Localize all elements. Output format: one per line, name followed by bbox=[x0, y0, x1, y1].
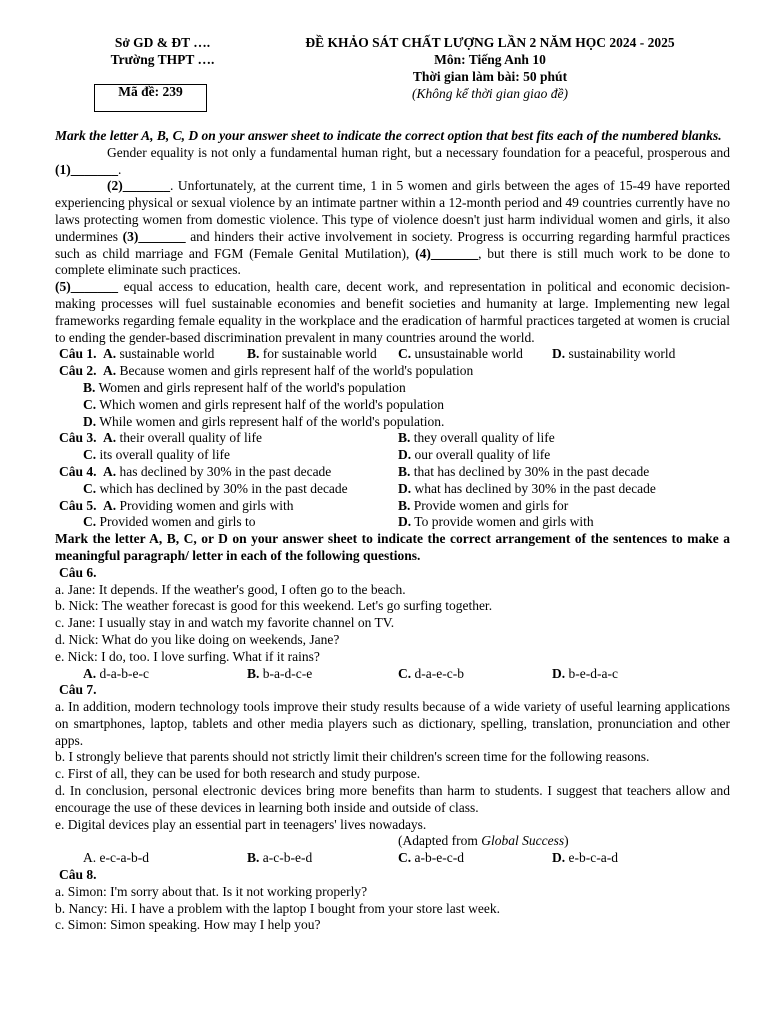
option-letter: B. bbox=[247, 346, 260, 362]
option-letter: C. bbox=[83, 514, 97, 530]
q6-line-a: a. Jane: It depends. If the weather's good, I often go to the beach. bbox=[55, 581, 406, 597]
q7-line-a: a. In addition, modern technology tools improve their study results because of a wide variety of useful learning applications on smartphones, laptop, tablets and other media players such as dictionary, spelling, translation, pronunciation and other apps. bbox=[55, 699, 730, 748]
option-text: our overall quality of life bbox=[414, 447, 551, 463]
passage-text: . bbox=[118, 161, 122, 177]
option-b[interactable] bbox=[247, 346, 377, 363]
option-d[interactable] bbox=[552, 346, 675, 363]
option-c[interactable] bbox=[398, 850, 464, 867]
q8-line-c: c. Simon: Simon speaking. How may I help you? bbox=[55, 917, 321, 933]
blank-5: (5)_______ bbox=[55, 279, 118, 295]
passage-paragraph-3 bbox=[55, 279, 730, 346]
option-b[interactable] bbox=[398, 498, 568, 515]
q8-line-b: b. Nancy: Hi. I have a problem with the laptop I bought from your store last week. bbox=[55, 900, 501, 916]
option-text: a-b-e-c-d bbox=[414, 850, 464, 866]
option-a[interactable] bbox=[103, 430, 262, 447]
blank-3: (3)_______ bbox=[122, 228, 186, 244]
option-letter: C. bbox=[83, 447, 97, 463]
blank-1: (1)_______ bbox=[55, 161, 118, 177]
question-6-label: Câu 6. bbox=[59, 564, 97, 580]
option-text: e-b-c-a-d bbox=[568, 850, 618, 866]
q7-line-d: d. In conclusion, personal electronic devices bring more benefits than harm to students. I suggest that teachers allow and encourage the use of these devices in learning both inside and outside of class. bbox=[55, 783, 730, 815]
header-left bbox=[55, 34, 270, 68]
option-text: b-e-d-a-c bbox=[568, 665, 618, 681]
question-label: Câu 4. bbox=[59, 463, 97, 479]
option-a[interactable] bbox=[103, 464, 331, 481]
source-prefix: (Adapted from bbox=[398, 833, 482, 849]
option-d[interactable] bbox=[398, 481, 656, 498]
question-8-label: Câu 8. bbox=[59, 867, 97, 883]
option-text: Because women and girls represent half of the world's population bbox=[119, 363, 474, 379]
option-text: a-c-b-e-d bbox=[262, 850, 313, 866]
q6-line-c: c. Jane: I usually stay in and watch my favorite channel on TV. bbox=[55, 615, 395, 631]
q6-line-b: b. Nick: The weather forecast is good for this weekend. Let's go surfing together. bbox=[55, 598, 493, 614]
option-d[interactable] bbox=[398, 514, 594, 531]
option-letter: C. bbox=[83, 396, 97, 412]
passage-paragraph-1 bbox=[55, 145, 730, 179]
exam-code: Mã đề: 239 bbox=[118, 84, 183, 99]
option-text: sustainable world bbox=[119, 346, 215, 362]
blank-2: (2)_______ bbox=[107, 178, 170, 194]
option-c[interactable] bbox=[83, 447, 230, 464]
q7-line-b: b. I strongly believe that parents should not strictly limit their children's screen time for the following reasons. bbox=[55, 749, 650, 765]
school-name: Trường THPT …. bbox=[110, 52, 215, 67]
option-text: its overall quality of life bbox=[99, 447, 230, 463]
option-letter: C. bbox=[398, 850, 412, 866]
question-4-row-2 bbox=[55, 481, 730, 498]
exam-header bbox=[55, 34, 730, 104]
option-text: has declined by 30% in the past decade bbox=[119, 463, 332, 479]
question-4 bbox=[55, 464, 730, 481]
question-label: Câu 5. bbox=[59, 497, 97, 513]
option-text: their overall quality of life bbox=[119, 430, 262, 446]
source-suffix: ) bbox=[564, 833, 569, 849]
option-text: Provide women and girls for bbox=[413, 497, 569, 513]
option-text: b-a-d-c-e bbox=[262, 665, 313, 681]
option-letter: A. bbox=[103, 346, 117, 362]
question-label: Câu 1. bbox=[59, 346, 97, 362]
option-letter: D. bbox=[83, 413, 97, 429]
option-a[interactable] bbox=[83, 666, 149, 683]
option-d[interactable] bbox=[398, 447, 550, 464]
question-2 bbox=[55, 363, 730, 380]
option-letter: D. bbox=[398, 480, 412, 496]
option-text: Providing women and girls with bbox=[119, 497, 294, 513]
q7-line-c: c. First of all, they can be used for both research and study purpose. bbox=[55, 766, 421, 782]
option-text: e-c-a-b-d bbox=[99, 850, 149, 866]
option-text: Which women and girls represent half of the world's population bbox=[99, 396, 444, 412]
exam-page bbox=[55, 34, 730, 934]
option-letter: A. bbox=[83, 665, 97, 681]
option-letter: A. bbox=[83, 850, 97, 866]
passage-text: and hinders their active involvement in society. Progress is occurring regarding harmful practices such as child marriage and FGM (Female Genital Mutilation), bbox=[55, 228, 730, 261]
option-letter: C. bbox=[83, 480, 97, 496]
passage-text: . Unfortunately, at the current time, 1 in 5 women and girls between the ages of 15-49 have reported experiencing physical or sexual violence by an intimate partner within a 12-month period and 49 countries currently have no laws protecting women from domestic violence. This type of violence doesn't just harm individual women and girls, it also undermines bbox=[55, 178, 730, 244]
option-text: To provide women and girls with bbox=[414, 514, 594, 530]
question-2-option-b-row bbox=[55, 380, 730, 397]
exam-note: (Không kể thời gian giao đề) bbox=[411, 86, 569, 101]
option-a[interactable] bbox=[83, 850, 149, 867]
question-3-row-2 bbox=[55, 447, 730, 464]
option-text: they overall quality of life bbox=[413, 430, 555, 446]
option-c[interactable] bbox=[83, 481, 348, 498]
passage-text: Gender equality is not only a fundamental human right, but a necessary foundation for a peaceful, prosperous and bbox=[107, 144, 730, 160]
option-b[interactable] bbox=[398, 464, 649, 481]
option-letter: C. bbox=[398, 665, 412, 681]
option-letter: A. bbox=[103, 463, 117, 479]
question-5-row-2 bbox=[55, 514, 730, 531]
section1-instruction: Mark the letter A, B, C, D on your answer sheet to indicate the correct option that best fits each of the numbered blanks. bbox=[55, 128, 722, 143]
question-5 bbox=[55, 498, 730, 515]
question-7-options bbox=[55, 850, 730, 867]
question-2-option-c-row bbox=[55, 397, 730, 414]
option-letter: B. bbox=[398, 497, 411, 513]
option-letter: D. bbox=[398, 514, 412, 530]
option-text: Provided women and girls to bbox=[99, 514, 256, 530]
option-d[interactable] bbox=[83, 414, 444, 431]
option-a[interactable] bbox=[103, 346, 214, 363]
option-letter: D. bbox=[552, 346, 566, 362]
option-text: which has declined by 30% in the past decade bbox=[99, 480, 348, 496]
passage-text: , but there is still much work to be done to complete eliminate such practices. bbox=[55, 245, 730, 278]
option-text: d-a-b-e-c bbox=[99, 665, 149, 681]
q7-source-note bbox=[55, 833, 730, 850]
question-label: Câu 2. bbox=[59, 363, 97, 379]
exam-code-box bbox=[94, 84, 207, 112]
option-letter: A. bbox=[103, 497, 117, 513]
option-c[interactable] bbox=[398, 666, 464, 683]
option-d[interactable] bbox=[552, 850, 618, 867]
option-b[interactable] bbox=[247, 666, 312, 683]
option-letter: C. bbox=[398, 346, 412, 362]
option-a[interactable] bbox=[103, 498, 294, 515]
option-letter: A. bbox=[103, 430, 117, 446]
option-d[interactable] bbox=[552, 666, 618, 683]
option-letter: B. bbox=[247, 665, 260, 681]
option-text: that has declined by 30% in the past decade bbox=[413, 463, 650, 479]
option-text: unsustainable world bbox=[414, 346, 523, 362]
exam-title: ĐỀ KHẢO SÁT CHẤT LƯỢNG LẦN 2 NĂM HỌC 2024 - 2025 bbox=[305, 35, 675, 50]
option-text: sustainability world bbox=[568, 346, 676, 362]
q8-line-a: a. Simon: I'm sorry about that. Is it not working properly? bbox=[55, 883, 368, 899]
header-right bbox=[280, 34, 700, 102]
q6-line-e: e. Nick: I do, too. I love surfing. What if it rains? bbox=[55, 648, 320, 664]
question-label: Câu 3. bbox=[59, 430, 97, 446]
option-text: what has declined by 30% in the past decade bbox=[414, 480, 656, 496]
question-3 bbox=[55, 430, 730, 447]
exam-subject: Môn: Tiếng Anh 10 bbox=[434, 52, 546, 67]
passage-paragraph-2 bbox=[55, 178, 730, 279]
option-letter: D. bbox=[398, 447, 412, 463]
option-letter: B. bbox=[247, 850, 260, 866]
option-text: While women and girls represent half of the world's population. bbox=[99, 413, 445, 429]
source-title: Global Success bbox=[481, 833, 565, 849]
option-b[interactable] bbox=[398, 430, 555, 447]
option-c[interactable] bbox=[83, 514, 255, 531]
option-letter: D. bbox=[552, 665, 566, 681]
option-c[interactable] bbox=[398, 346, 523, 363]
option-c[interactable] bbox=[83, 397, 444, 414]
passage-text: equal access to education, health care, decent work, and representation in political and economic decision-making processes will fuel sustainable economies and benefit societies and humanity at large. Implementing new legal frameworks regarding female equality in the workplace and the eradication of harmful practices targeted at women is crucial to ending the gender-based discrimination prevalent in many countries around the world. bbox=[55, 279, 730, 345]
option-a[interactable] bbox=[103, 363, 473, 380]
option-b[interactable] bbox=[83, 380, 406, 397]
option-text: Women and girls represent half of the world's population bbox=[98, 379, 406, 395]
q6-line-d: d. Nick: What do you like doing on weekends, Jane? bbox=[55, 631, 340, 647]
exam-duration: Thời gian làm bài: 50 phút bbox=[412, 69, 568, 84]
question-2-option-d-row bbox=[55, 414, 730, 431]
question-6-options bbox=[55, 666, 730, 683]
option-letter: B. bbox=[398, 430, 411, 446]
option-text: d-a-e-c-b bbox=[414, 665, 464, 681]
q7-line-e: e. Digital devices play an essential part in teenagers' lives nowadays. bbox=[55, 816, 427, 832]
blank-4: (4)_______ bbox=[415, 245, 479, 261]
option-letter: A. bbox=[103, 363, 117, 379]
option-text: for sustainable world bbox=[262, 346, 377, 362]
question-7-label: Câu 7. bbox=[59, 682, 97, 698]
section2-instruction: Mark the letter A, B, C, or D on your answer sheet to indicate the correct arrangement of the sentences to make a meaningful paragraph/ letter in each of the following questions. bbox=[55, 531, 730, 563]
question-1 bbox=[55, 346, 730, 363]
option-letter: B. bbox=[398, 463, 411, 479]
option-letter: B. bbox=[83, 379, 96, 395]
option-letter: D. bbox=[552, 850, 566, 866]
option-b[interactable] bbox=[247, 850, 312, 867]
dept-name: Sở GD & ĐT …. bbox=[114, 35, 211, 50]
